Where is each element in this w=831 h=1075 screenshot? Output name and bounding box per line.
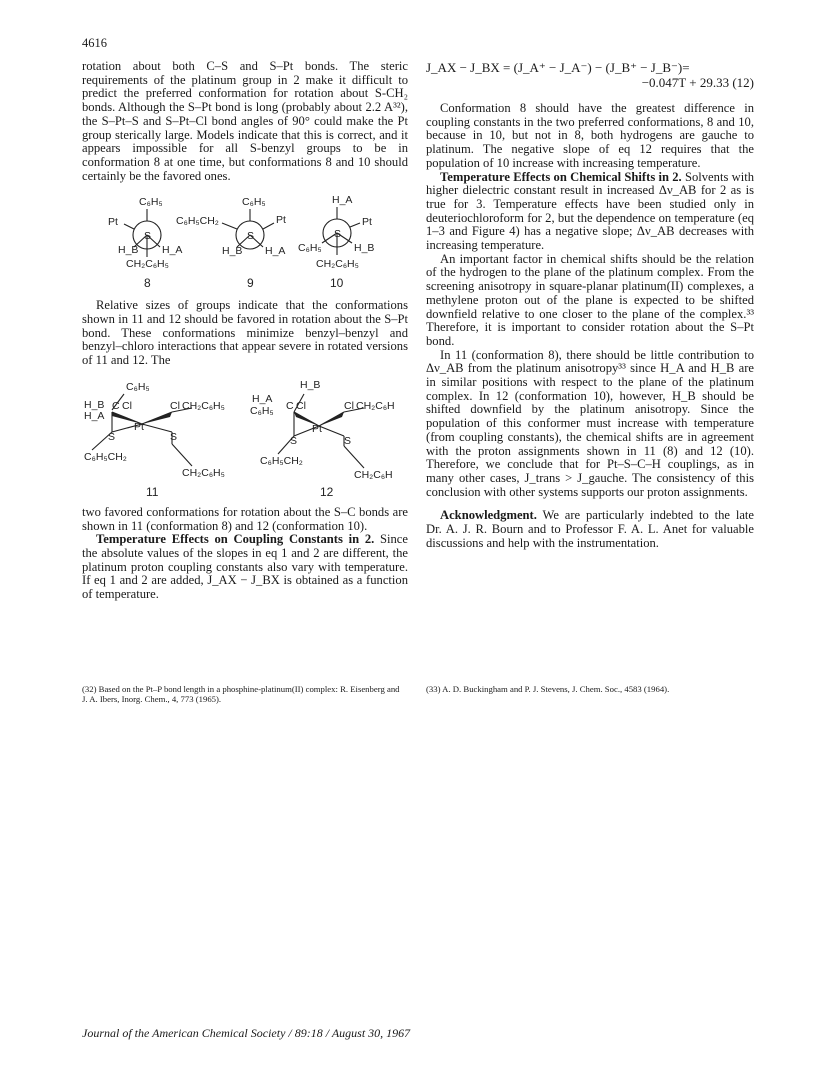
right-paragraph-2-body: Solvents with higher dielectric constant result in increased Δν_AB for 2 as is true for 3. Temperature effects have been studied only in deuteriochloroform for 2, but the dependence on temperature (eq 1–3 and Figure 4) has a negative slope; Δν_AB decreases with increasing temperature. bbox=[426, 169, 754, 253]
fig2-label-ha-12: H_A bbox=[252, 392, 273, 405]
fig2-label-c-11: C bbox=[112, 399, 120, 412]
newman-projections-8-9-10 bbox=[82, 187, 408, 295]
fig2-label-ch2c6h-12a: CH₂C₆H bbox=[356, 399, 395, 412]
fig2-label-c6h5ch2-11: C₆H₅CH₂ bbox=[84, 450, 127, 463]
left-paragraph-4 bbox=[82, 533, 408, 602]
fig2-label-ch2c6h5-11b: CH₂C₆H₅ bbox=[182, 466, 225, 479]
fig2-label-cl-12a: Cl bbox=[296, 399, 306, 412]
compound-number-9: 9 bbox=[247, 276, 254, 291]
fig2-label-c6h5ch2-12: C₆H₅CH₂ bbox=[260, 454, 303, 467]
fig1-label-ha-8: H_A bbox=[162, 244, 183, 257]
fig1-label-ha-10: H_A bbox=[332, 194, 353, 207]
left-paragraph-1: rotation about both C–S and S–Pt bonds. The steric requirements of the platinum group in 2 make it difficult to predict the preferred conformation for rotation about S-CH₂ bonds. Although the S–Pt bond is long (probably about 2.2 A³²), the S–Pt–S and S–Pt–Cl bond angles of 90° could make the Pt group sterically large. Models indicate that this is correct, and it appears impossible for all S-benzyl groups to be in conformation 8 at one time, but conformations 8 and 10 should certainly be the favored ones. bbox=[82, 59, 408, 183]
fig1-label-pt-10: Pt bbox=[362, 216, 372, 229]
fig1-label-ha-9: H_A bbox=[265, 245, 286, 258]
fig2-label-cl-11a: Cl bbox=[122, 399, 132, 412]
compound-number-8: 8 bbox=[144, 276, 151, 291]
fig1-label-c6h5-8: C₆H₅ bbox=[139, 196, 163, 209]
fig2-label-ha-11: H_A bbox=[84, 409, 105, 422]
fig1-label-c6h5ch2-9: C₆H₅CH₂ bbox=[176, 215, 219, 228]
fig1-label-s-9: S bbox=[247, 230, 255, 243]
fig1-label-s-10: S bbox=[334, 228, 342, 241]
compound-number-12: 12 bbox=[320, 484, 334, 499]
fig1-label-ch2c6h5-10: CH₂C₆H₅ bbox=[316, 258, 359, 271]
fig1-label-hb-8: H_B bbox=[118, 244, 139, 257]
fig2-label-hb-11: H_B bbox=[84, 398, 105, 411]
section-heading-coupling: Temperature Effects on Coupling Constants in 2. bbox=[96, 532, 375, 547]
fig2-label-pt-11: Pt bbox=[134, 420, 144, 433]
fig1-label-c6h5-9: C₆H₅ bbox=[242, 196, 266, 209]
compound-number-11: 11 bbox=[146, 484, 159, 499]
fig1-label-ch2c6h5-8: CH₂C₆H₅ bbox=[126, 258, 169, 271]
fig2-label-hb-12: H_B bbox=[300, 378, 321, 391]
fig2-label-s-12a: S bbox=[290, 434, 298, 447]
fig2-label-cl-12b: Cl bbox=[344, 399, 354, 412]
fig2-label-c6h5-12: C₆H₅ bbox=[250, 404, 274, 417]
left-column bbox=[82, 60, 408, 602]
fig2-label-cl-11b: Cl bbox=[170, 399, 180, 412]
equation-12 bbox=[426, 60, 754, 90]
fig1-label-hb-9: H_B bbox=[222, 245, 243, 258]
right-paragraph-2 bbox=[426, 171, 754, 253]
acknowledgment-heading: Acknowledgment. bbox=[440, 508, 537, 523]
right-paragraph-4: In 11 (conformation 8), there should be little contribution to Δν_AB from the platinum anisotropy³³ since H_A and H_B are in similar positions with respect to the plane of the platinum complex. In 12 (conformation 10), however, H_B should be shifted downfield by the platinum anisotropy. Since the population of this conformer must increase with temperature (from coupling constants), the chemical shifts are in agreement with the proton assignments shown in 11 (8) and 12 (10). Therefore, we conclude that for Pt–S–C–H couplings, as in many other cases, J_trans > J_gauche. The consistency of this conclusion with other systems supports our proton assignments. bbox=[426, 347, 754, 499]
fig2-label-s-11a: S bbox=[108, 430, 116, 443]
fig2-label-c-12: C bbox=[286, 399, 294, 412]
equation-12-line1: J_AX − J_BX = (J_A⁺ − J_A⁻) − (J_B⁺ − J_B⁻)= bbox=[426, 60, 690, 75]
acknowledgment-body: We are particularly indebted to the late Dr. A. J. R. Bourn and to Professor F. A. L. Anet for valuable discussions and help with the instrumentation. bbox=[426, 508, 754, 550]
fig1-label-hb-10: H_B bbox=[354, 242, 375, 255]
page-number: 4616 bbox=[82, 36, 107, 50]
fig2-label-s-12b: S bbox=[344, 434, 352, 447]
right-column bbox=[426, 60, 754, 551]
right-paragraph-1: Conformation 8 should have the greatest difference in coupling constants in the two preferred conformations, 8 and 10, because in 10, but not in 8, both hydrogens are gauche to platinum. The negative slope of eq 12 requires that the population of 10 increase with increasing temperature. bbox=[426, 101, 754, 170]
left-paragraph-4-body: Since the absolute values of the slopes in eq 1 and 2 are different, the platinum proton coupling constants also vary with temperature. If eq 1 and 2 are added, J_AX − J_BX is obtained as a function of temperature. bbox=[82, 532, 408, 602]
fig1-label-pt-9: Pt bbox=[276, 214, 286, 227]
compound-number-10: 10 bbox=[330, 276, 344, 291]
right-paragraph-3: An important factor in chemical shifts should be the relation of the hydrogen to the plane of the platinum complex. From the screening anisotropy in square-planar platinum(II) complexes, a methylene proton out of the plane is expected to be shifted downfield relative to one closer to the plane of the complex.³³ Therefore, it is important to consider rotation about the S–Pt bond. bbox=[426, 251, 754, 348]
section-heading-chemical-shifts: Temperature Effects on Chemical Shifts in 2. bbox=[440, 169, 682, 184]
left-paragraph-3: two favored conformations for rotation about the S–C bonds are shown in 11 (conformation 8) and 12 (conformation 10). bbox=[82, 504, 408, 533]
fig1-label-s-8: S bbox=[144, 230, 152, 243]
conformations-11-12 bbox=[82, 372, 408, 502]
equation-12-line2: −0.047T + 29.33 (12) bbox=[641, 75, 754, 90]
journal-footer: Journal of the American Chemical Society / 89:18 / August 30, 1967 bbox=[82, 1026, 411, 1040]
fig2-label-ch2c6h5-11a: CH₂C₆H₅ bbox=[182, 399, 225, 412]
fig2-label-pt-12: Pt bbox=[312, 422, 322, 435]
footnote-33: (33) A. D. Buckingham and P. J. Stevens, J. Chem. Soc., 4583 (1964). bbox=[426, 684, 670, 694]
left-paragraph-2: Relative sizes of groups indicate that the conformations shown in 11 and 12 should be favored in rotation about the S–Pt bond. These conformations minimize benzyl–benzyl and benzyl–chloro interactions that appear severe in rotated versions of 11 and 12. The bbox=[82, 298, 408, 368]
footnote-32: (32) Based on the Pt–P bond length in a phosphine-platinum(II) complex: R. Eisenberg and J. A. Ibers, Inorg. Chem., 4, 773 (1965). bbox=[82, 684, 400, 704]
fig2-label-s-11b: S bbox=[170, 430, 178, 443]
acknowledgment bbox=[426, 509, 754, 550]
fig2-label-c6h5-11: C₆H₅ bbox=[126, 380, 150, 393]
fig2-label-ch2c6h-12b: CH₂C₆H bbox=[354, 468, 393, 481]
fig1-label-pt-8: Pt bbox=[108, 216, 118, 229]
fig1-label-c6h5-10: C₆H₅ bbox=[298, 242, 322, 255]
